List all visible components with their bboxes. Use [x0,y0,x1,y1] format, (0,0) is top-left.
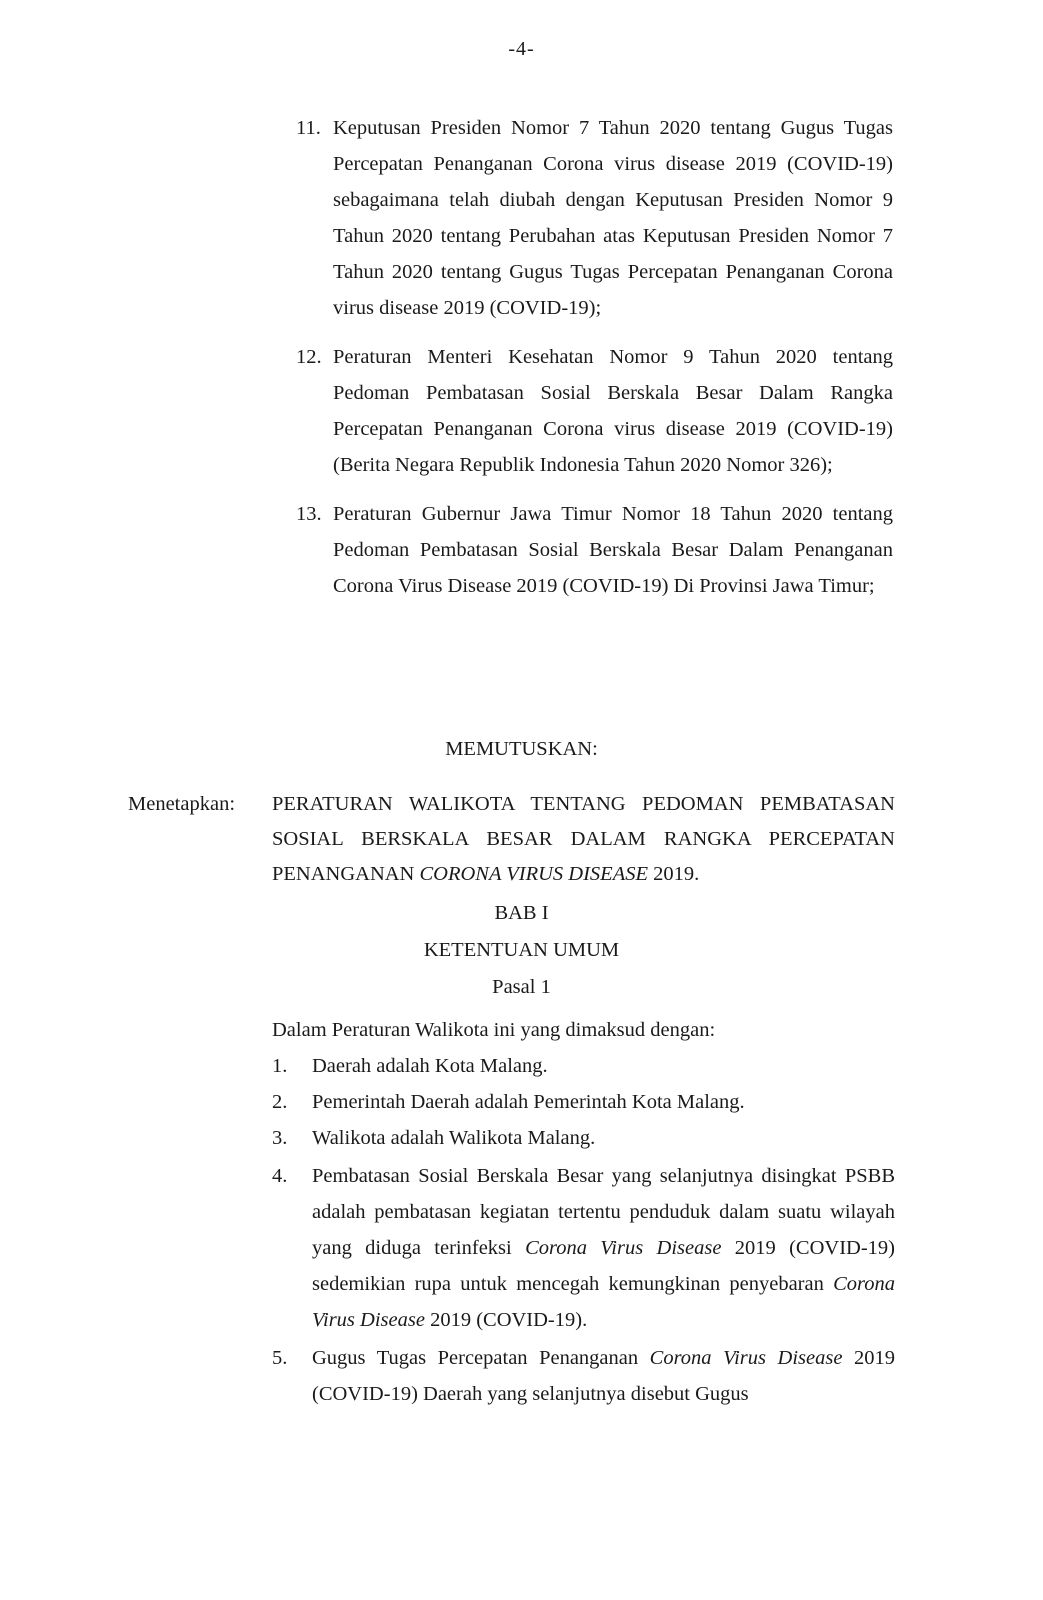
definition-text: Walikota adalah Walikota Malang. [312,1127,596,1149]
menetapkan-text-italic: CORONA VIRUS DISEASE [419,863,648,885]
definition-item-2 [0,1084,1043,1120]
definition-number: 2. [272,1091,288,1113]
consideration-text: Peraturan Menteri Kesehatan Nomor 9 Tahun 2020 tentang Pedoman Pembatasan Sosial Berskala Besar Dalam Rangka Percepatan Penanganan Corona virus disease 2019 (COVID-19) (Berita Negara Republik Indonesia Tahun 2020 Nomor 326); [333,346,893,476]
definition-text-part: Pembatasan Sosial Berskala Besar yang selanjutnya disingkat PSBB adalah pembatasan kegiatan tertentu penduduk dalam suatu wilayah yang diduga terinfeksi [312,1165,895,1259]
definition-list [0,1048,1043,1412]
definition-text-part: 2019 (COVID-19) Daerah yang selanjutnya disebut Gugus [312,1347,895,1405]
definition-text [312,1158,895,1338]
definition-text-italic: Corona Virus Disease [525,1237,722,1259]
page-number: -4- [508,38,535,60]
definition-text-italic: Corona Virus Disease [312,1273,895,1331]
definition-text-part: 2019 (COVID-19) sedemikian rupa untuk mencegah kemungkinan penyebaran [312,1237,895,1295]
definition-text-part: 2019 (COVID-19). [424,1309,588,1331]
chapter-number: BAB I [494,902,549,924]
consideration-list [0,110,1043,617]
definition-text: Daerah adalah Kota Malang. [312,1055,548,1077]
definition-text-italic: Corona Virus Disease [649,1347,843,1369]
definition-text [312,1340,895,1412]
consideration-item-12 [0,339,1043,483]
definitions-intro: Dalam Peraturan Walikota ini yang dimaksud dengan: [272,1019,716,1041]
consideration-text: Keputusan Presiden Nomor 7 Tahun 2020 tentang Gugus Tugas Percepatan Penanganan Corona virus disease 2019 (COVID-19) sebagaimana telah diubah dengan Keputusan Presiden Nomor 9 Tahun 2020 tentang Perubahan atas Keputusan Presiden Nomor 7 Tahun 2020 tentang Gugus Tugas Percepatan Penanganan Corona virus disease 2019 (COVID-19); [333,117,893,319]
menetapkan-label: Menetapkan: [128,793,236,815]
definition-number: 5. [272,1347,288,1369]
article-number: Pasal 1 [492,976,551,998]
definition-number: 1. [272,1055,288,1077]
definition-number: 3. [272,1127,288,1149]
definition-text-part: Gugus Tugas Percepatan Penanganan [312,1347,650,1369]
consideration-number: 13. [296,503,322,525]
consideration-item-11 [0,110,1043,326]
definition-item-4 [0,1158,1043,1338]
definition-item-5 [0,1340,1043,1412]
menetapkan-text-part-2: 2019. [648,863,700,885]
consideration-number: 12. [296,346,322,368]
consideration-item-13 [0,496,1043,604]
consideration-number: 11. [296,117,321,139]
decision-heading: MEMUTUSKAN: [445,738,598,760]
definition-item-1 [0,1048,1043,1084]
definition-item-3 [0,1120,1043,1156]
menetapkan-text-part-1: PERATURAN WALIKOTA TENTANG PEDOMAN PEMBATASAN SOSIAL BERSKALA BESAR DALAM RANGKA PERCEPATAN PENANGANAN [272,793,895,885]
chapter-title: KETENTUAN UMUM [423,939,620,961]
definition-number: 4. [272,1165,288,1187]
definition-text: Pemerintah Daerah adalah Pemerintah Kota Malang. [312,1091,745,1113]
menetapkan-text [272,787,895,892]
consideration-text: Peraturan Gubernur Jawa Timur Nomor 18 Tahun 2020 tentang Pedoman Pembatasan Sosial Berskala Besar Dalam Penanganan Corona Virus Disease 2019 (COVID-19) Di Provinsi Jawa Timur; [333,503,893,597]
